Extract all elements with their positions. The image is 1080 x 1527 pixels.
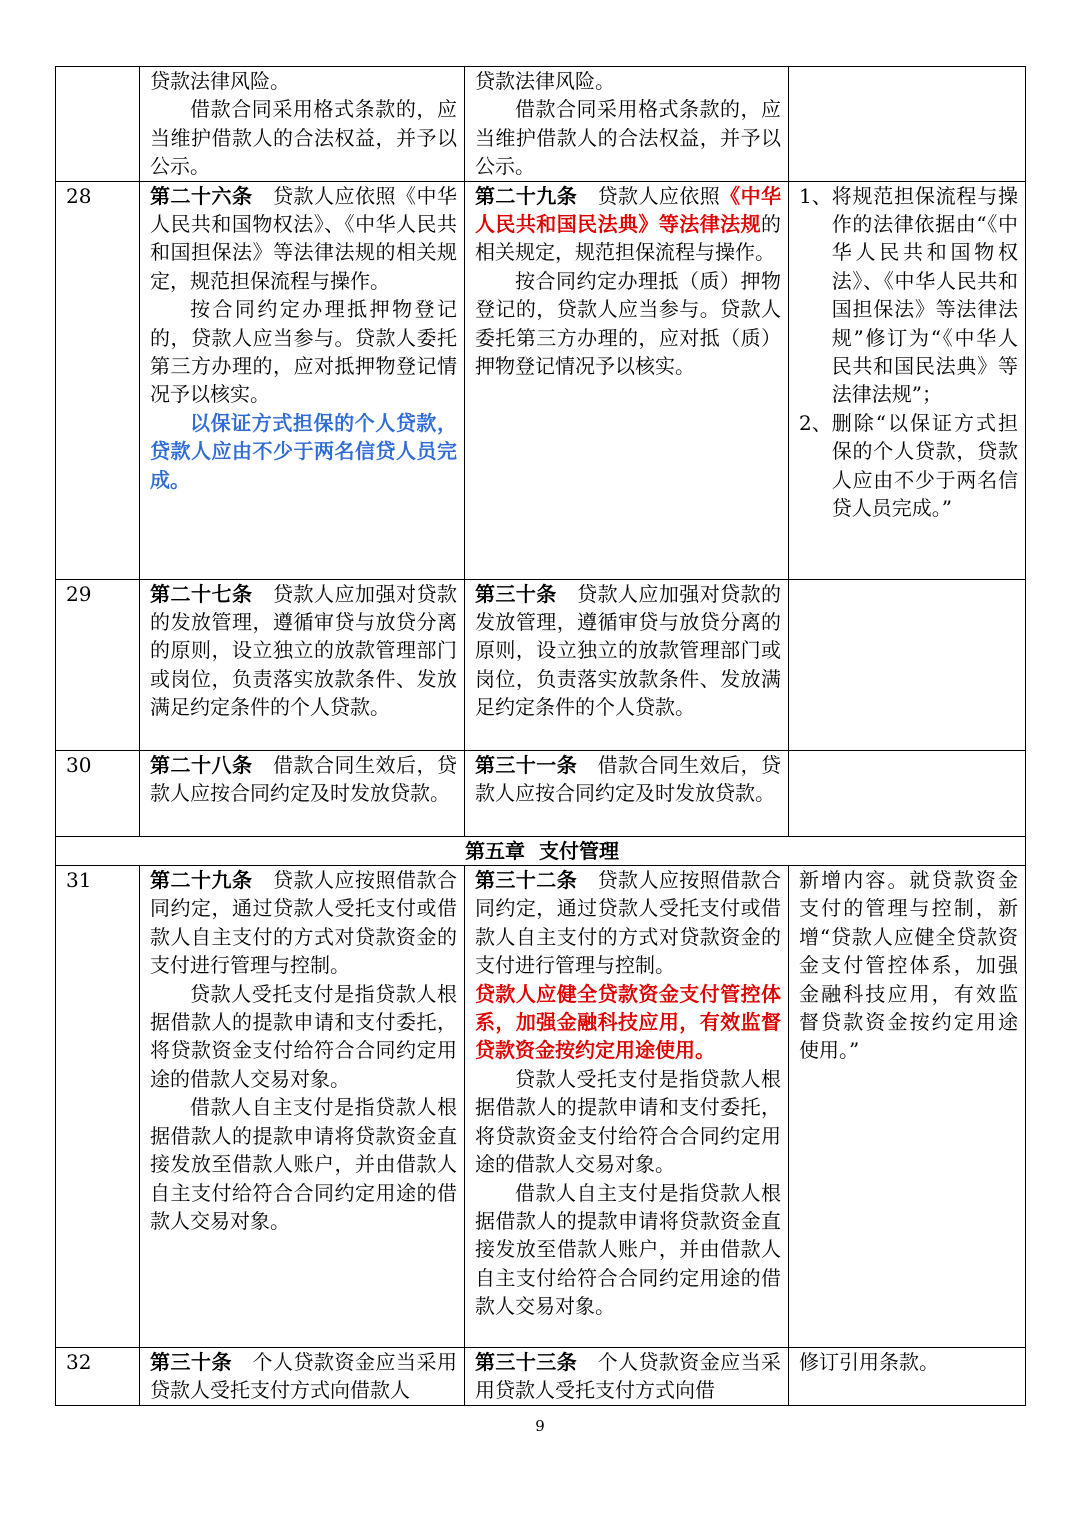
table-row (56, 181, 1026, 579)
chapter-heading: 第五章 支付管理 (56, 836, 1026, 865)
row-number (56, 67, 140, 182)
note-cell (789, 1348, 1026, 1406)
row-number: 32 (56, 1348, 140, 1406)
new-text: 的相关规定，规范担保流程与操作。 (475, 212, 781, 265)
new-clause-cell (465, 866, 789, 1348)
old-clause-cell (140, 579, 465, 750)
chapter-row (56, 836, 1026, 865)
table-row (56, 866, 1026, 1348)
row-number: 28 (56, 181, 140, 579)
new-text: 贷款法律风险。 (475, 69, 615, 93)
old-text: 贷款人应按照借款合同约定，通过贷款人受托支付或借款人自主支付的方式对贷款资金的支付进行管理与控制。 (150, 868, 457, 978)
old-text: 借款合同采用格式条款的，应当维护借款人的合法权益，并予以公示。 (150, 97, 457, 179)
new-text: 借款合同生效后，贷款人应按合同约定及时发放贷款。 (475, 752, 782, 806)
old-text: 个人贷款资金应当采用贷款人受托支付方式向借款人 (150, 1350, 457, 1403)
note-item: 2、 删除“以保证方式担保的个人贷款，贷款人应由不少于两名信贷人员完成。” (799, 410, 1018, 521)
note-cell (789, 579, 1026, 750)
note-text: 新增内容。就贷款资金支付的管理与控制，新增“贷款人应健全贷款资金支付管控体系，加强金融科技应用，有效监督贷款资金按约定用途使用。” (799, 868, 1018, 1063)
added-text: 贷款人应健全贷款资金支付管控体系，加强金融科技应用，有效监督贷款资金按约定用途使用。 (475, 981, 781, 1063)
table-row (56, 67, 1026, 182)
old-text: 借款合同生效后，贷款人应按合同约定及时发放贷款。 (150, 752, 457, 806)
new-text: 按合同约定办理抵（质）押物登记的，贷款人应当参与。贷款人委托第三方办理的，应对抵（质）押物登记情况予以核实。 (475, 268, 781, 379)
old-clause-cell (140, 67, 465, 182)
new-article-title: 第三十一条 (475, 752, 578, 777)
old-article-title: 第二十九条 (150, 868, 253, 893)
old-clause-cell (140, 750, 465, 836)
old-article-title: 第二十六条 (150, 183, 253, 208)
note-text: 修订引用条款。 (799, 1350, 939, 1375)
new-clause-cell (465, 1348, 789, 1406)
old-clause-cell (140, 181, 465, 579)
old-text: 贷款人应加强对贷款的发放管理，遵循审贷与放贷分离的原则，设立独立的放款管理部门或岗位，负责落实放款条件、发放满足约定条件的个人贷款。 (150, 581, 457, 720)
note-item: 1、 将规范担保流程与操作的法律依据由“《中华人民共和国物权法》、《中华人民共和国担保法》等法律法规”修订为“《中华人民共和国民法典》等法律法规”； (799, 183, 1018, 407)
new-text: 借款人自主支付是指贷款人根据借款人的提款申请将贷款资金直接发放至借款人账户，并由借款人自主支付给符合合同约定用途的借款人交易对象。 (475, 1180, 781, 1319)
row-number: 30 (56, 750, 140, 836)
new-clause-cell (465, 181, 789, 579)
new-clause-cell (465, 579, 789, 750)
note-cell (789, 750, 1026, 836)
table-row (56, 750, 1026, 836)
new-article-title: 第三十条 (475, 581, 557, 606)
old-article-title: 第二十七条 (150, 581, 253, 606)
table-row (56, 1348, 1026, 1406)
row-number: 29 (56, 579, 140, 750)
old-text: 按合同约定办理抵押物登记的，贷款人应当参与。贷款人委托第三方办理的，应对抵押物登记情况予以核实。 (150, 297, 457, 407)
note-cell (789, 67, 1026, 182)
page-number: 9 (535, 1417, 545, 1435)
old-text: 贷款人应依照《中华人民共和国物权法》、《中华人民共和国担保法》等法律法规的相关规定，规范担保流程与操作。 (150, 183, 457, 293)
old-text: 贷款法律风险。 (150, 69, 290, 93)
old-article-title: 第二十八条 (150, 752, 253, 777)
note-cell (789, 181, 1026, 579)
old-text: 借款人自主支付是指贷款人根据借款人的提款申请将贷款资金直接发放至借款人账户，并由借款人自主支付给符合合同约定用途的借款人交易对象。 (150, 1095, 457, 1233)
new-text: 贷款人应依照 (597, 183, 721, 208)
new-text: 借款合同采用格式条款的，应当维护借款人的合法权益，并予以公示。 (475, 97, 781, 179)
new-clause-cell (465, 750, 789, 836)
new-article-title: 第三十二条 (475, 868, 578, 893)
note-cell (789, 866, 1026, 1348)
new-text: 个人贷款资金应当采用贷款人受托支付方式向借 (475, 1350, 782, 1403)
new-article-title: 第三十三条 (475, 1350, 578, 1375)
new-text: 贷款人受托支付是指贷款人根据借款人的提款申请和支付委托，将贷款资金支付给符合合同约定用途的借款人交易对象。 (475, 1066, 781, 1177)
old-clause-cell (140, 1348, 465, 1406)
old-article-title: 第三十条 (150, 1350, 232, 1375)
deleted-text: 以保证方式担保的个人贷款，贷款人应由不少于两名信贷人员完成。 (150, 410, 457, 492)
new-clause-cell (465, 67, 789, 182)
new-article-title: 第二十九条 (475, 183, 578, 208)
old-clause-cell (140, 866, 465, 1348)
old-text: 贷款人受托支付是指贷款人根据借款人的提款申请和支付委托，将贷款资金支付给符合合同约定用途的借款人交易对象。 (150, 981, 457, 1091)
table-row (56, 579, 1026, 750)
new-text: 贷款人应按照借款合同约定，通过贷款人受托支付或借款人自主支付的方式对贷款资金的支付进行管理与控制。 (475, 868, 782, 978)
new-text: 贷款人应加强对贷款的发放管理，遵循审贷与放贷分离的原则，设立独立的放款管理部门或岗位，负责落实放款条件、发放满足约定条件的个人贷款。 (475, 581, 782, 720)
row-number: 31 (56, 866, 140, 1348)
comparison-table (55, 66, 1026, 1406)
changed-text: 《中华人民共和国民法典》等法律法规 (475, 183, 782, 237)
